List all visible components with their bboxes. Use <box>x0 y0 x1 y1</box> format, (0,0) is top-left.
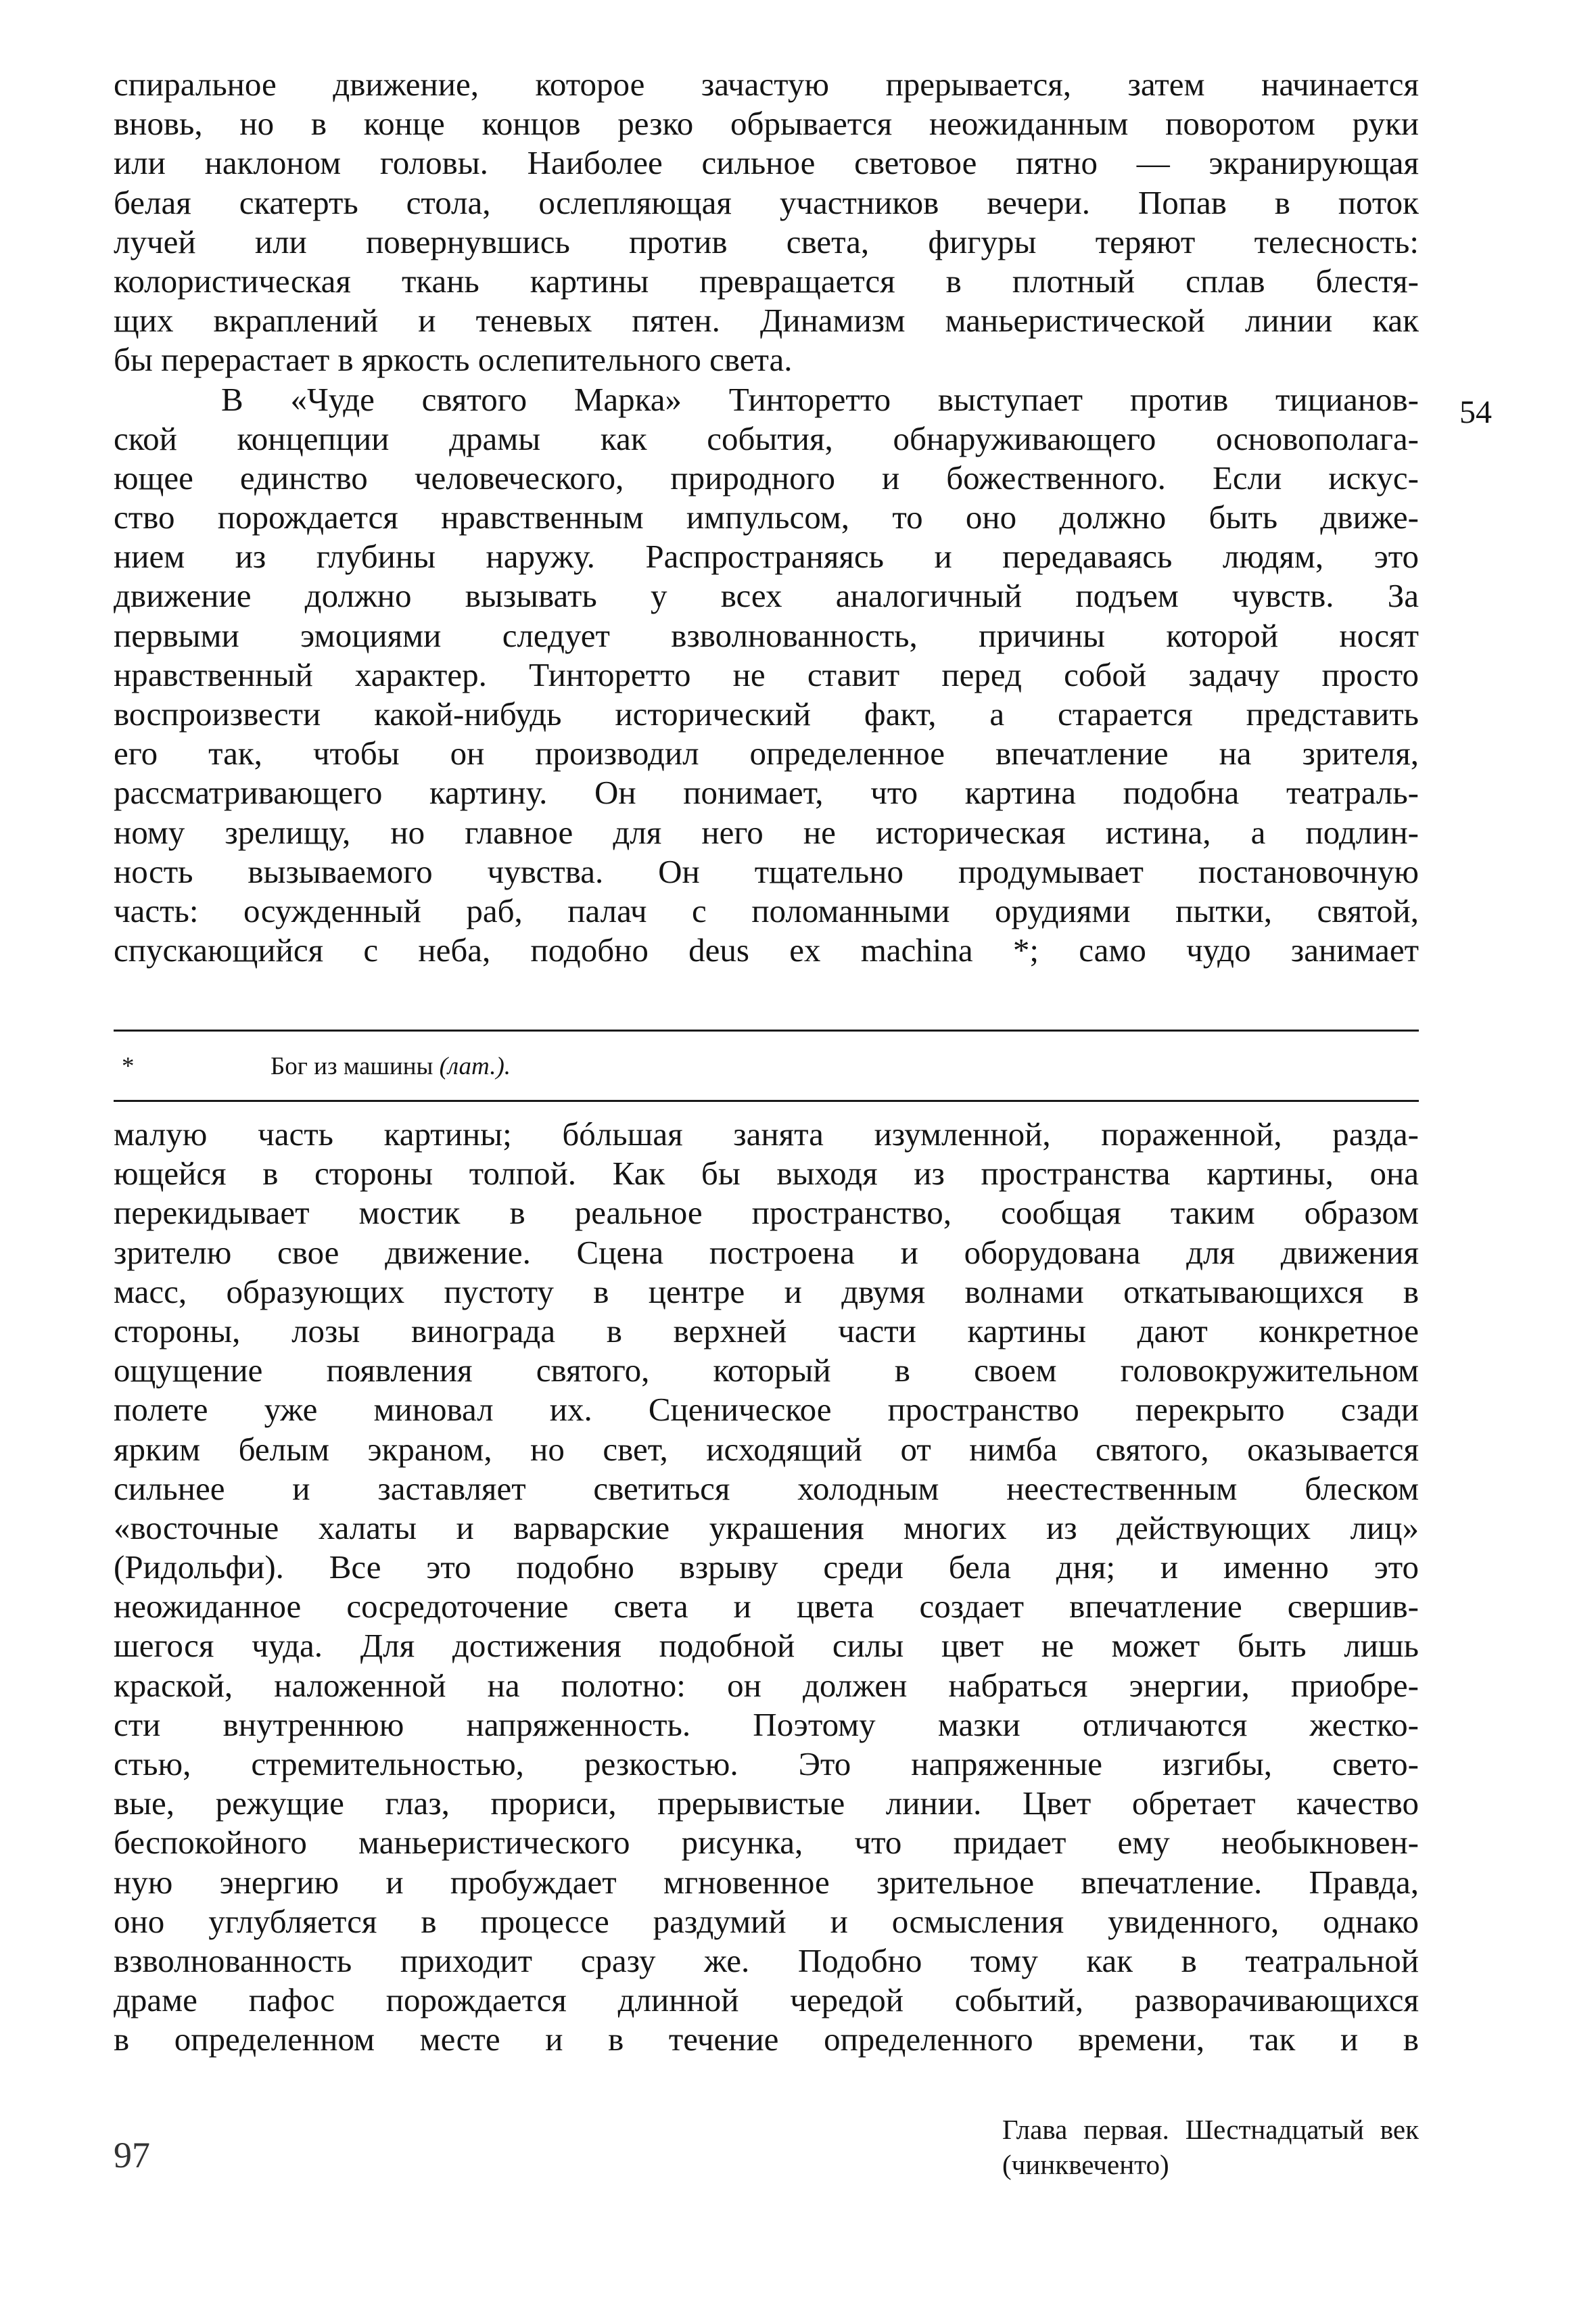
text-line: беспокойного маньеристического рисунка, что придает ему необыкновен- <box>114 1824 1419 1862</box>
text-line: бы перерастает в яркость ослепительного света. <box>114 341 793 379</box>
text-line: или наклоном головы. Наиболее сильное световое пятно — экранирующая <box>114 144 1419 182</box>
text-line: шегося чуда. Для достижения подобной силы цвет не может быть лишь <box>114 1627 1419 1665</box>
text-line: масс, образующих пустоту в центре и двумя волнами откатывающихся в <box>114 1272 1419 1310</box>
text-line: неожиданное сосредоточение света и цвета создает впечатление свершив- <box>114 1588 1419 1625</box>
text-line: ской концепции драмы как события, обнаруживающего основополага- <box>114 419 1419 457</box>
text-line: краской, наложенной на полотно: он должен набраться энергии, приобре- <box>114 1666 1419 1704</box>
footnote-text <box>271 1046 511 1087</box>
text-block-top <box>114 65 1419 970</box>
text-line: лучей или повернувшись против света, фигуры теряют телесность: <box>114 223 1419 260</box>
text-line: ярким белым экраном, но свет, исходящий от нимба святого, оказывается <box>114 1430 1419 1468</box>
text-line: белая скатерть стола, ослепляющая участников вечери. Попав в поток <box>114 183 1419 221</box>
footnote-rule-top <box>114 1030 1419 1032</box>
running-head-subtitle: (чинквеченто) <box>1002 2149 1169 2180</box>
text-line: ность вызываемого чувства. Он тщательно продумывает постановочную <box>114 852 1419 890</box>
text-line: зрителю свое движение. Сцена построена и оборудована для движения <box>114 1233 1419 1271</box>
text-line: в определенном месте и в течение определенного времени, так и в <box>114 2021 1419 2058</box>
text-line: щих вкраплений и теневых пятен. Динамизм маньеристической линии как <box>114 302 1419 340</box>
text-line: полете уже миновал их. Сценическое пространство перекрыто сзади <box>114 1391 1419 1429</box>
text-line: стороны, лозы винограда в верхней части картины дают конкретное <box>114 1312 1419 1349</box>
footnote <box>114 1046 1419 1087</box>
text-line: нравственный характер. Тинторетто не ставит перед собой задачу просто <box>114 655 1419 693</box>
text-line-paragraph-start: В «Чуде святого Марка» Тинторетто выступает против тицианов- <box>221 380 1419 418</box>
footnote-rule-bottom <box>114 1100 1419 1102</box>
text-block-bottom <box>114 1115 1419 2060</box>
running-head-chapter: Глава первая. Шестнадцатый век <box>1002 2114 1419 2145</box>
margin-reference-number: 54 <box>1459 394 1492 430</box>
text-line: взволнованность приходит сразу же. Подобно тому как в театральной <box>114 1941 1419 1979</box>
footnote-mark: * <box>122 1053 135 1080</box>
running-head <box>1002 2112 1419 2182</box>
footnote-translation: Бог из машины <box>271 1053 433 1080</box>
text-line: часть: осужденный раб, палач с поломанными орудиями пытки, святой, <box>114 892 1419 929</box>
text-line: рассматривающего картину. Он понимает, что картина подобна театраль- <box>114 774 1419 812</box>
text-line: движение должно вызывать у всех аналогичный подъем чувств. За <box>114 577 1419 615</box>
text-line: (Ридольфи). Все это подобно взрыву среди бела дня; и именно это <box>114 1548 1419 1586</box>
text-line: нием из глубины наружу. Распространяясь и передаваясь людям, это <box>114 538 1419 576</box>
text-line: ному зрелищу, но главное для него не историческая истина, а подлин- <box>114 813 1419 851</box>
text-line: драме пафос порождается длинной чередой событий, разворачивающихся <box>114 1981 1419 2019</box>
text-line: «восточные халаты и варварские украшения многих из действующих лиц» <box>114 1508 1419 1546</box>
text-line: малую часть картины; бóльшая занята изумленной, пораженной, разда- <box>114 1115 1419 1153</box>
text-line: колористическая ткань картины превращается в плотный сплав блестя- <box>114 262 1419 300</box>
text-line: ную энергию и пробуждает мгновенное зрительное впечатление. Правда, <box>114 1863 1419 1901</box>
text-line: ющейся в стороны толпой. Как бы выходя из пространства картины, она <box>114 1155 1419 1193</box>
text-line: перекидывает мостик в реальное пространство, сообщая таким образом <box>114 1194 1419 1232</box>
text-line: ство порождается нравственным импульсом, то оно должно быть движе- <box>114 499 1419 536</box>
text-line: сти внутреннюю напряженность. Поэтому мазки отличаются жестко- <box>114 1705 1419 1743</box>
text-line: первыми эмоциями следует взволнованность, причины которой носят <box>114 616 1419 654</box>
text-line: стью, стремительностью, резкостью. Это напряженные изгибы, свето- <box>114 1745 1419 1782</box>
text-line: оно углубляется в процессе раздумий и осмысления увиденного, однако <box>114 1902 1419 1940</box>
text-line: спускающийся с неба, подобно deus ex machina *; само чудо занимает <box>114 931 1419 969</box>
text-line: спиральное движение, которое зачастую прерывается, затем начинается <box>114 66 1419 103</box>
text-line: ющее единство человеческого, природного и божественного. Если искус- <box>114 459 1419 497</box>
text-line: ощущение появления святого, который в своем головокружительном <box>114 1352 1419 1389</box>
footnote-language: (лат.). <box>439 1053 511 1080</box>
text-line: сильнее и заставляет светиться холодным неестественным блеском <box>114 1469 1419 1507</box>
text-line: вновь, но в конце концов резко обрывается неожиданным поворотом руки <box>114 105 1419 143</box>
text-line: его так, чтобы он производил определенное впечатление на зрителя, <box>114 735 1419 772</box>
text-line: воспроизвести какой-нибудь исторический факт, а старается представить <box>114 695 1419 733</box>
page-number: 97 <box>114 2135 150 2175</box>
text-line: вые, режущие глаз, прориси, прерывистые линии. Цвет обретает качество <box>114 1784 1419 1822</box>
